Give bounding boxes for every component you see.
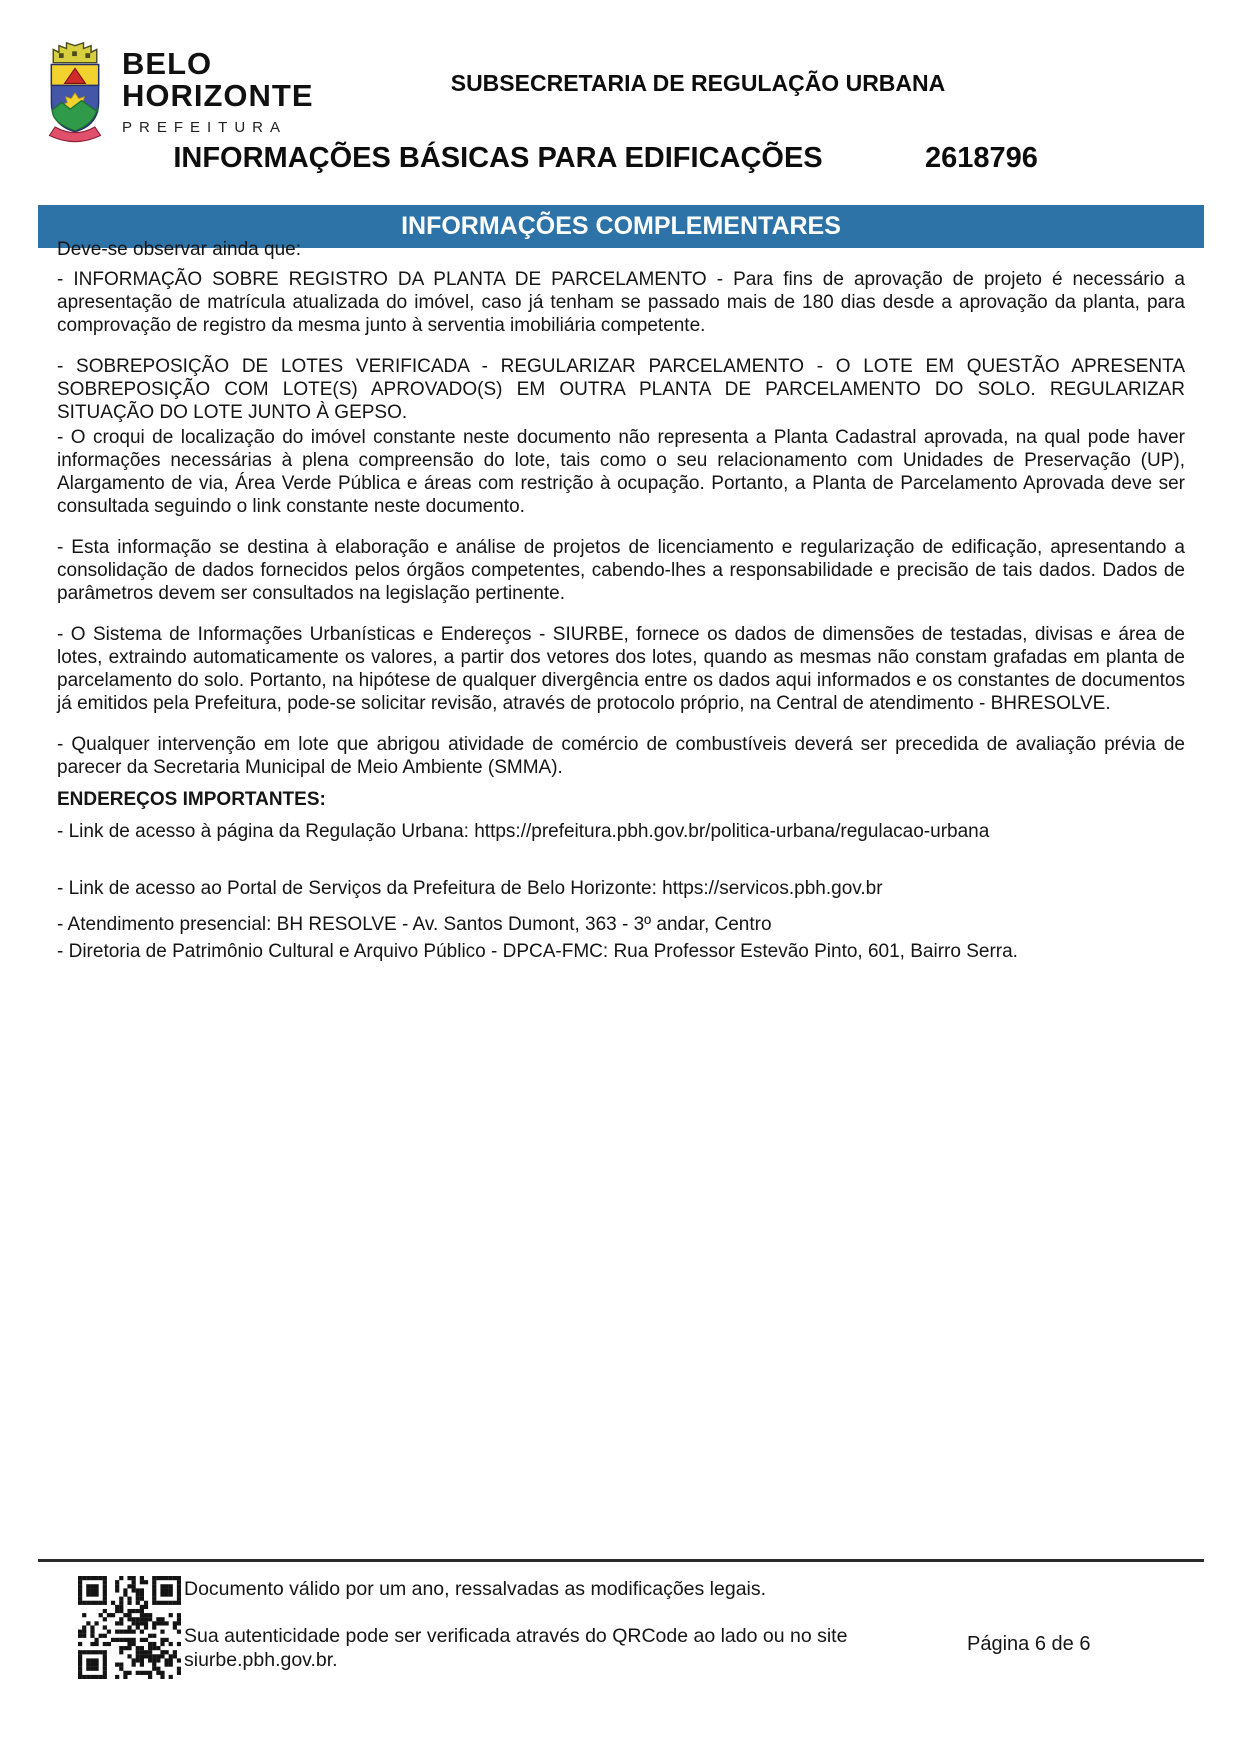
bh-logo-text — [122, 40, 314, 144]
body-content — [57, 238, 1185, 967]
document-title: INFORMAÇÕES BÁSICAS PARA EDIFICAÇÕES — [173, 142, 823, 174]
qr-code-icon — [78, 1576, 181, 1679]
footer-divider — [38, 1559, 1204, 1562]
paragraph-croqui-localizacao: - O croqui de localização do imóvel constante neste documento não representa a Planta Cadastral aprovada, na qual pode haver informações necessárias à plena compreensão do lote, tais como o seu relacionamento com Unidades de Preservação (UP), Alargamento de via, Área Verde Pública e áreas com restrição à ocupação. Portanto, a Planta de Parcelamento Aprovada deve ser consultada seguindo o link constante neste documento. — [57, 427, 1185, 517]
section-banner: INFORMAÇÕES COMPLEMENTARES — [38, 205, 1204, 248]
footer-validity-line: Documento válido por um ano, ressalvadas as modificações legais. — [184, 1578, 767, 1600]
logo-word-horizonte: HORIZONTE — [122, 78, 314, 113]
address-link-portal-servicos: - Link de acesso ao Portal de Serviços da Prefeitura de Belo Horizonte: https://servicos.pbh.gov.br — [57, 878, 883, 899]
paragraph-registro-planta: - INFORMAÇÃO SOBRE REGISTRO DA PLANTA DE PARCELAMENTO - Para fins de aprovação de projeto é necessário a apresentação de matrícula atualizada do imóvel, caso já tenham se passado mais de 180 dias desde a aprovação da planta, para comprovação de registro da mesma junto à serventia imobiliária competente. — [57, 269, 1185, 336]
paragraph-siurbe: - O Sistema de Informações Urbanísticas e Endereços - SIURBE, fornece os dados de dimensões de testadas, divisas e área de lotes, extraindo automaticamente os valores, a partir dos vetores dos lotes, quando as mesmas não constam grafadas em planta de parcelamento do solo. Portanto, na hipótese de qualquer divergência entre os dados aqui informados e os constantes de documentos já emitidos pela Prefeitura, pode-se solicitar revisão, através de protocolo próprio, na Central de atendimento - BHRESOLVE. — [57, 624, 1185, 714]
address-link-regulacao-urbana: - Link de acesso à página da Regulação Urbana: https://prefeitura.pbh.gov.br/politica-urbana/regulacao-urbana — [57, 821, 990, 842]
logo-word-belo: BELO — [122, 46, 213, 81]
bh-logo — [44, 40, 314, 144]
page-number: Página 6 de 6 — [967, 1633, 1091, 1655]
document-number: 2618796 — [925, 142, 1038, 174]
addresses-heading: ENDEREÇOS IMPORTANTES: — [57, 789, 326, 810]
paragraph-destino-informacao: - Esta informação se destina à elaboração e análise de projetos de licenciamento e regularização de edificação, apresentando a consolidação de dados fornecidos pelos órgãos competentes, cabendo-lhes a responsabilidade e precisão de tais dados. Dados de parâmetros devem ser consultados na legislação pertinente. — [57, 537, 1185, 604]
intro-line: Deve-se observar ainda que: — [57, 239, 301, 260]
paragraph-sobreposicao-lotes: - SOBREPOSIÇÃO DE LOTES VERIFICADA - REGULARIZAR PARCELAMENTO - O LOTE EM QUESTÃO APRESENTA SOBREPOSIÇÃO COM LOTE(S) APROVADO(S) EM OUTRA PLANTA DE PARCELAMENTO DO SOLO. REGULARIZAR SITUAÇÃO DO LOTE JUNTO À GEPSO. — [57, 356, 1185, 423]
footer-text — [184, 1577, 908, 1672]
address-dpca-fmc: - Diretoria de Patrimônio Cultural e Arquivo Público - DPCA-FMC: Rua Professor Estevão Pinto, 601, Bairro Serra. — [57, 941, 1018, 962]
footer-authenticity-line: Sua autenticidade pode ser verificada através do QRCode ao lado ou no site siurbe.pbh.gov.br. — [184, 1625, 848, 1671]
logo-word-prefeitura: PREFEITURA — [122, 119, 288, 136]
paragraph-combustiveis: - Qualquer intervenção em lote que abrigou atividade de comércio de combustíveis deverá ser precedida de avaliação prévia de parecer da Secretaria Municipal de Meio Ambiente (SMMA). — [57, 734, 1185, 778]
bh-coat-of-arms-icon — [44, 40, 106, 144]
title-row — [38, 142, 1202, 182]
address-bh-resolve: - Atendimento presencial: BH RESOLVE - Av. Santos Dumont, 363 - 3º andar, Centro — [57, 914, 772, 935]
department-title: SUBSECRETARIA DE REGULAÇÃO URBANA — [450, 70, 946, 96]
